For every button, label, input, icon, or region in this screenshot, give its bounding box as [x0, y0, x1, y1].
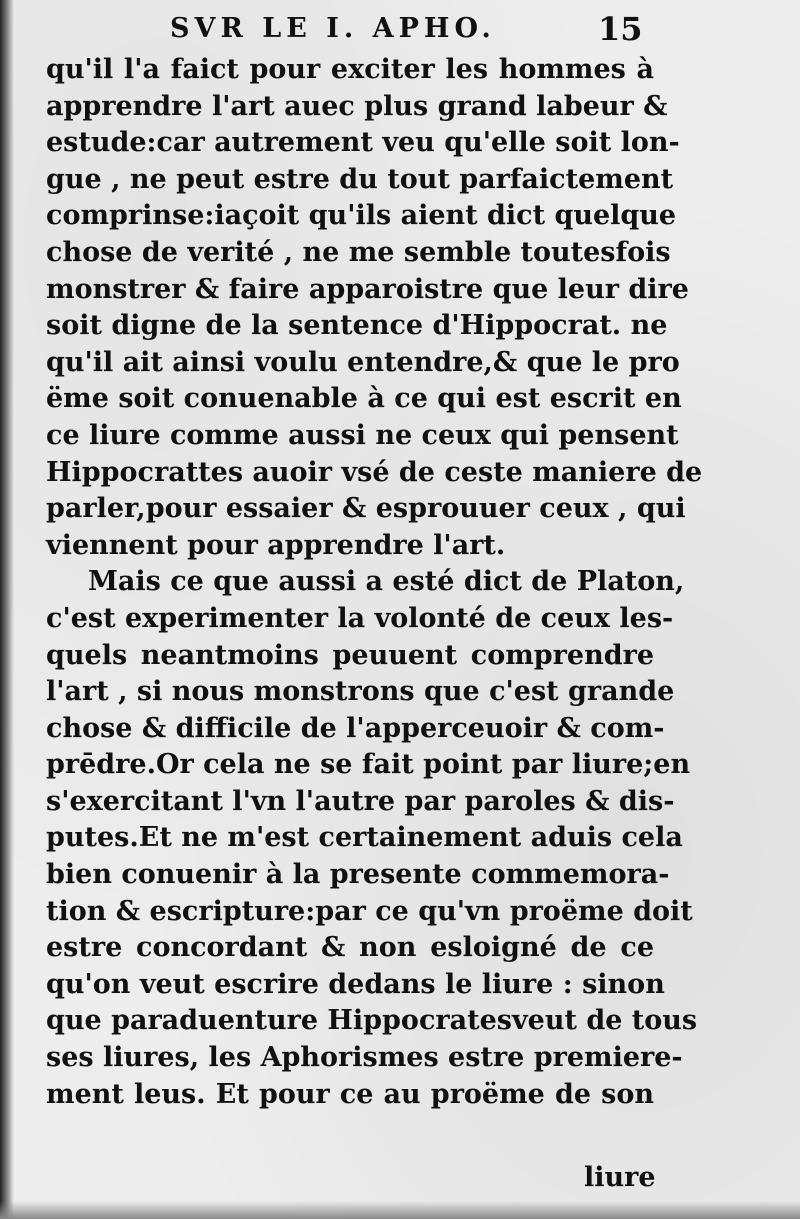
text-line: que paraduenture Hippocratesveut de tous: [46, 1005, 698, 1037]
text-line: tion & escripture:par ce qu'vn proëme doit: [46, 895, 693, 927]
text-line: viennent pour apprendre l'art.: [46, 529, 506, 561]
text-line: Hippocrattes auoir vsé de ceste maniere de: [46, 456, 703, 488]
text-line: comprinse:iaçoit qu'ils aient dict quelque: [46, 200, 677, 232]
text-line: prēdre.Or cela ne se fait point par liure;en: [46, 749, 691, 781]
text-line: qu'il l'a faict pour exciter les hommes à: [46, 54, 654, 85]
text-line: estre concordant & non esloigné de ce: [46, 932, 654, 964]
text-line: apprendre l'art auec plus grand labeur &: [46, 90, 668, 122]
text-line: ment leus. Et pour ce au proëme de son: [46, 1078, 654, 1110]
text-line: qu'on veut escrire dedans le liure : sinon: [46, 968, 665, 1000]
text-line: parler,pour essaier & esprouuer ceux , qui: [46, 493, 686, 525]
page-number: 15: [598, 10, 643, 48]
text-line: estude:car autrement veu qu'elle soit lon-: [46, 127, 680, 159]
text-line: Mais ce que aussi a esté dict de Platon,: [88, 566, 685, 598]
text-line: chose de verité , ne me semble toutesfois: [46, 236, 671, 268]
catchword: liure: [584, 1162, 656, 1193]
text-line: bien conuenir à la presente commemora-: [46, 859, 670, 891]
show-through-ink: [685, 878, 796, 1052]
text-line: c'est experimenter la volonté de ceux les-: [46, 602, 674, 634]
text-line: qu'il ait ainsi voulu entendre,& que le pro: [46, 346, 680, 378]
gutter-shadow: [0, 0, 14, 1219]
text-line: l'art , si nous monstrons que c'est grande: [46, 676, 675, 708]
text-line: soit digne de la sentence d'Hippocrat. ne: [46, 310, 668, 342]
page-edge-shadow: [0, 1201, 800, 1219]
text-line: gue , ne peut estre du tout parfaictement: [46, 163, 674, 195]
body-text: [46, 52, 703, 1113]
page-header: [150, 10, 650, 50]
text-line: ses liures, les Aphorismes estre premiere-: [46, 1042, 683, 1074]
text-line: chose & difficile de l'apperceuoir & com-: [46, 712, 665, 744]
text-line: ëme soit conuenable à ce qui est escrit en: [46, 383, 682, 415]
text-line: s'exercitant l'vn l'autre par paroles & dis-: [46, 785, 675, 817]
text-line: ce liure comme aussi ne ceux qui pensent: [46, 419, 679, 451]
text-line: putes.Et ne m'est certainement aduis cela: [46, 822, 683, 854]
text-line: monstrer & faire apparoistre que leur dire: [46, 273, 689, 305]
running-head: SVR LE I. APHO.: [170, 13, 496, 44]
text-line: quels neantmoins peuuent comprendre: [46, 639, 654, 671]
